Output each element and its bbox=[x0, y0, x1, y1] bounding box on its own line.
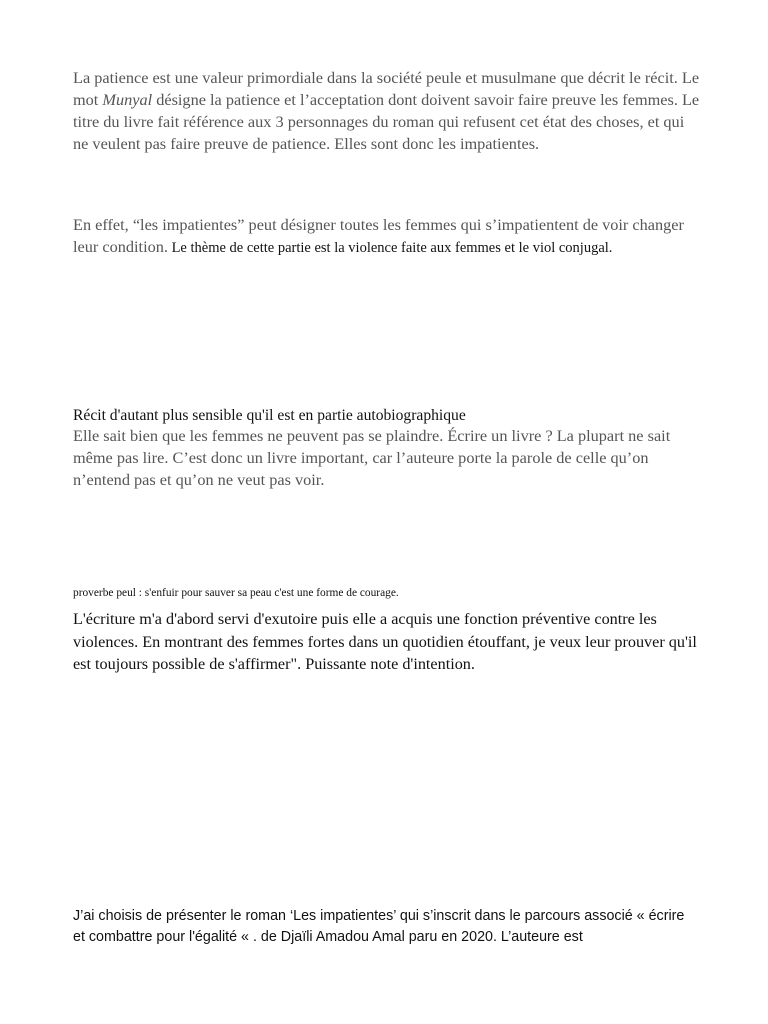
paragraph-impatientes-theme-text: Le thème de cette partie est la violence faite aux femmes et le viol conjugal. bbox=[167, 240, 613, 256]
paragraph-impatientes-grey-text: En effet, “les impatientes” peut désigner toutes les femmes qui s’impatientent de voir changer leur condition. bbox=[73, 215, 684, 256]
paragraph-munyal-text-end: désigne la patience et l’acceptation dont doivent savoir faire preuve les femmes. Le titre du livre fait référence aux 3 personnages du roman qui refusent cet état des choses, et qui ne veulent pas faire preuve de patience. Elles sont donc les impatientes. bbox=[73, 90, 700, 153]
paragraph-munyal bbox=[73, 67, 703, 155]
presentation-paragraph: J’ai choisis de présenter le roman ‘Les impatientes’ qui s’inscrit dans le parcours associé « écrire et combattre pour l'égalité « . de Djaïli Amadou Amal paru en 2020. L’auteure est bbox=[73, 908, 685, 945]
paragraph-munyal-text-start: La patience est une valeur primordiale dans la société peule et musulmane que décrit le récit. Le mot bbox=[73, 68, 700, 109]
author-quote-paragraph: L'écriture m'a d'abord servi d'exutoire puis elle a acquis une fonction préventive contre les violences. En montrant des femmes fortes dans un quotidien étouffant, je veux leur prouver qu'il est toujours possible de s'affirmer". Puissante note d'intention. bbox=[73, 610, 697, 673]
paragraph-impatientes bbox=[73, 214, 703, 259]
proverb-line: proverbe peul : s'enfuir pour sauver sa peau c'est une forme de courage. bbox=[73, 587, 399, 599]
autobiographical-heading: Récit d'autant plus sensible qu'il est en partie autobiographique bbox=[73, 407, 466, 424]
paragraph-important-book: Elle sait bien que les femmes ne peuvent pas se plaindre. Écrire un livre ? La plupart ne sait même pas lire. C’est donc un livre important, car l’auteure porte la parole de celle qu’on n’entend pas et qu’on ne veut pas voir. bbox=[73, 426, 671, 489]
munyal-italic-word: Munyal bbox=[102, 90, 153, 109]
